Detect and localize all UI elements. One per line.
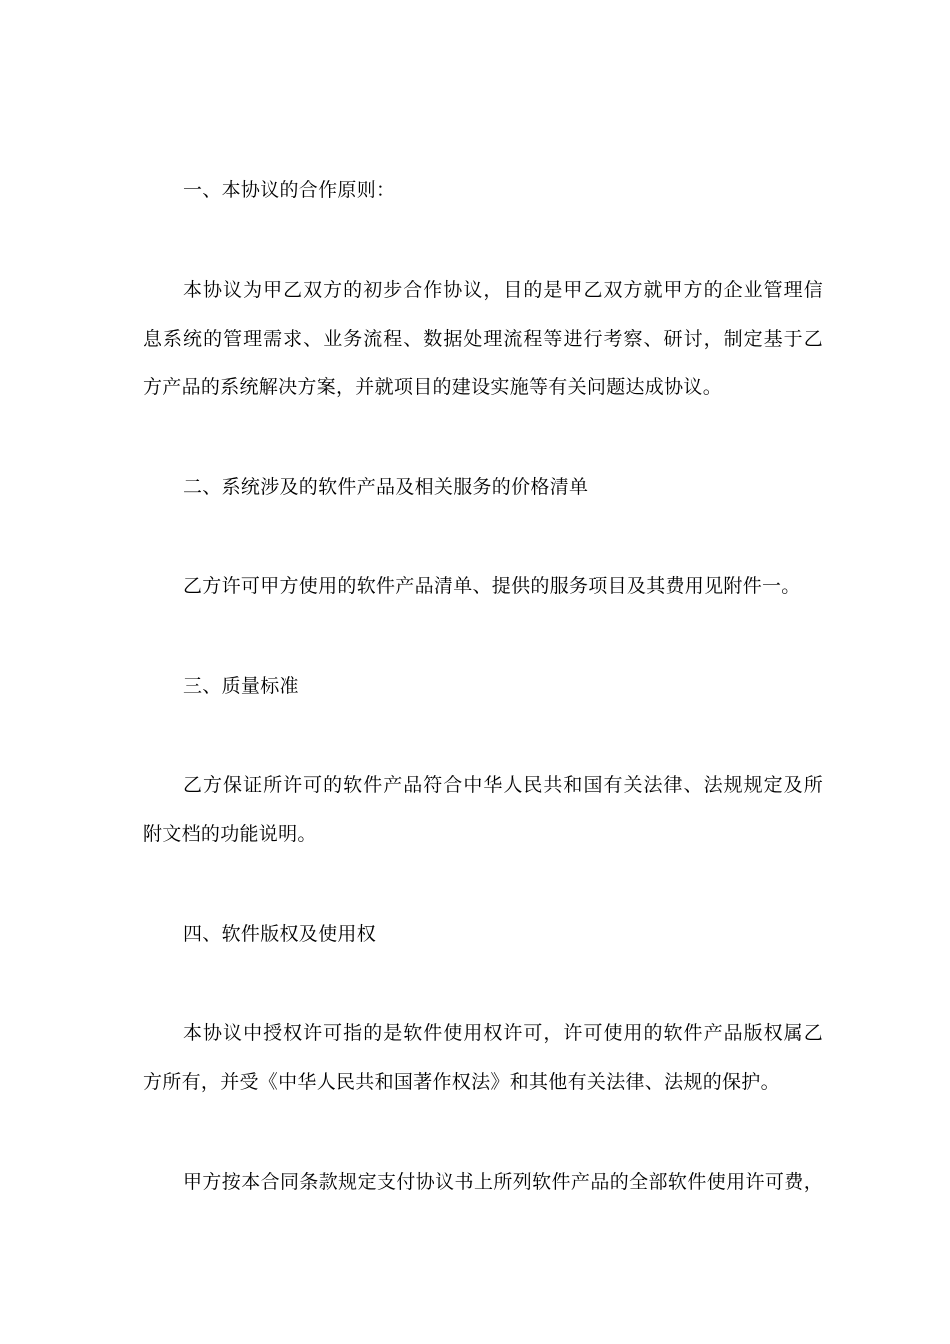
section-1-paragraph-line-1: 本协议为甲乙双方的初步合作协议，目的是甲乙双方就甲方的企业管理信 bbox=[183, 279, 823, 301]
section-1-paragraph-line-3: 方产品的系统解决方案，并就项目的建设实施等有关问题达成协议。 bbox=[143, 376, 723, 398]
section-1-paragraph-line-2: 息系统的管理需求、业务流程、数据处理流程等进行考察、研讨，制定基于乙 bbox=[143, 328, 823, 350]
section-4-paragraph-1-line-1: 本协议中授权许可指的是软件使用权许可，许可使用的软件产品版权属乙 bbox=[183, 1022, 823, 1044]
section-1-heading: 一、本协议的合作原则： bbox=[183, 179, 396, 201]
section-4-paragraph-1-line-2: 方所有，并受《中华人民共和国著作权法》和其他有关法律、法规的保护。 bbox=[143, 1071, 780, 1093]
section-4-heading: 四、软件版权及使用权 bbox=[183, 923, 377, 945]
section-4-paragraph-2-line-1: 甲方按本合同条款规定支付协议书上所列软件产品的全部软件使用许可费， bbox=[183, 1171, 823, 1193]
section-3-heading: 三、质量标准 bbox=[183, 675, 299, 697]
section-2-heading: 二、系统涉及的软件产品及相关服务的价格清单 bbox=[183, 476, 589, 498]
section-2-paragraph-line-1: 乙方许可甲方使用的软件产品清单、提供的服务项目及其费用见附件一。 bbox=[183, 575, 801, 597]
section-3-paragraph-line-1: 乙方保证所许可的软件产品符合中华人民共和国有关法律、法规规定及所 bbox=[183, 774, 823, 796]
section-3-paragraph-line-2: 附文档的功能说明。 bbox=[143, 823, 317, 845]
